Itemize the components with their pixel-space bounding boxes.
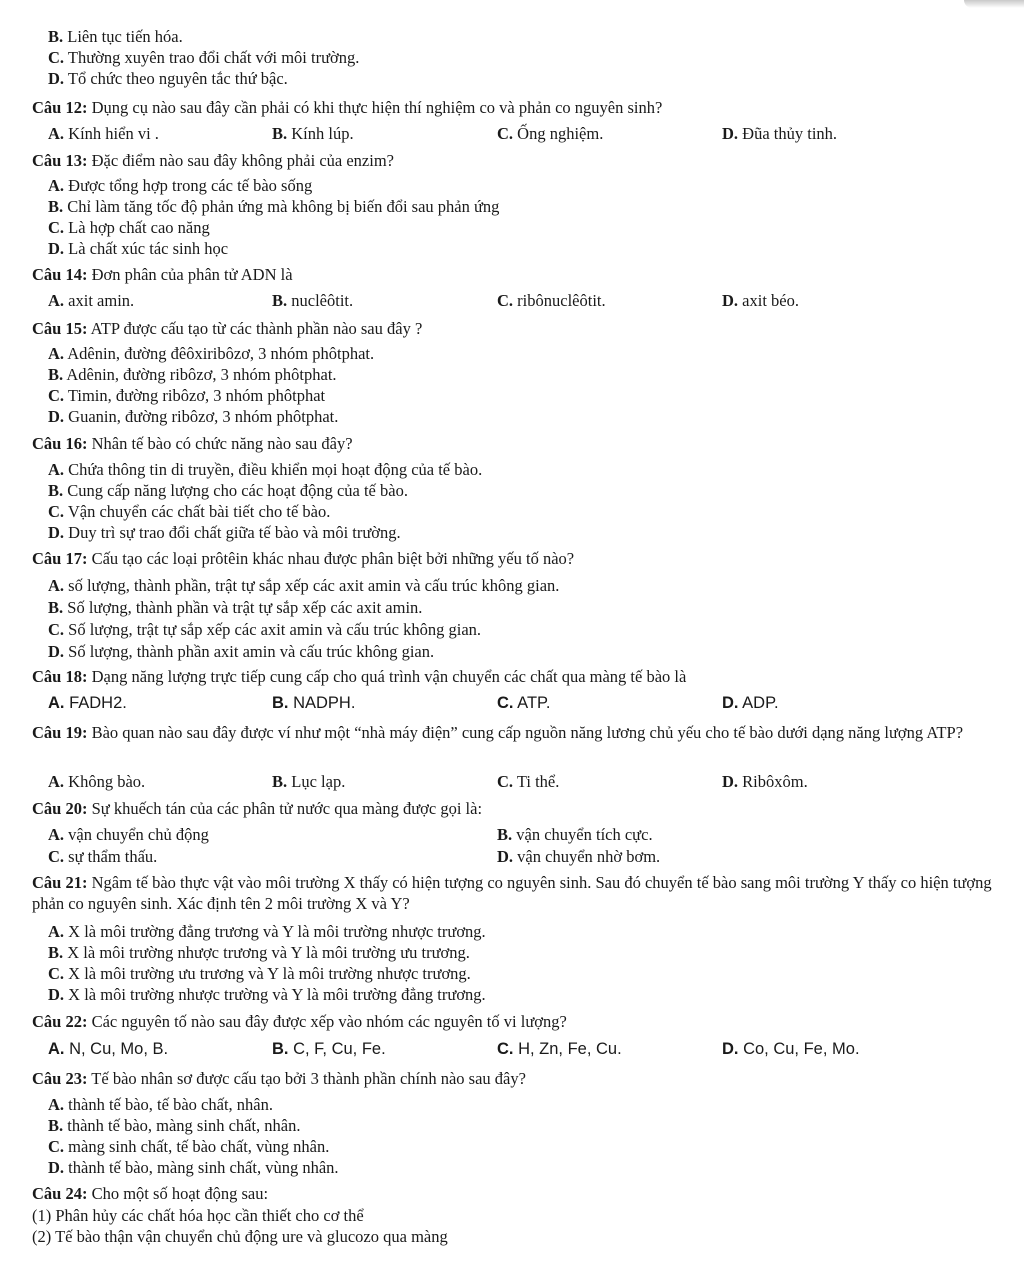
option-letter: A. — [48, 291, 65, 310]
option-letter: B. — [48, 27, 64, 46]
option-letter: C. — [497, 124, 514, 143]
answer-option — [48, 846, 157, 867]
option-text: X là môi trường đẳng trương và Y là môi trường nhược trương. — [64, 922, 486, 941]
question-text: Sự khuếch tán của các phân tử nước qua màng được gọi là: — [87, 799, 483, 818]
option-text: thành tế bào, màng sinh chất, nhân. — [63, 1116, 301, 1135]
question-text: Cho một số hoạt động sau: — [87, 1184, 269, 1203]
option-text: số lượng, thành phần, trật tự sắp xếp các axit amin và cấu trúc không gian. — [64, 576, 560, 595]
option-letter: A. — [48, 922, 65, 941]
answer-row — [0, 693, 1024, 714]
answer-row — [0, 846, 1024, 867]
question-line — [32, 1011, 567, 1032]
answer-option — [48, 238, 228, 259]
answer-option — [48, 343, 374, 364]
question-number: Câu 23: — [32, 1069, 88, 1088]
option-letter: B. — [272, 1040, 289, 1058]
question-number: Câu 17: — [32, 549, 88, 568]
answer-option — [48, 984, 486, 1005]
question-text: Ngâm tế bào thực vật vào môi trường X thấy có hiện tượng co nguyên sinh. Sau đó chuyển tế bào sang môi trường Y thấy co hiện tượng phản co nguyên sinh. Xác định tên 2 môi trường X và Y? — [32, 873, 992, 913]
answer-option — [48, 385, 325, 406]
option-text: Co, Cu, Fe, Mo. — [738, 1040, 860, 1058]
question-text: Đặc điểm nào sau đây không phải của enzim? — [87, 151, 394, 170]
answer-option — [48, 597, 422, 618]
option-text: X là môi trường ưu trương và Y là môi trường nhược trương. — [64, 964, 471, 983]
option-text: ATP. — [513, 694, 551, 712]
answer-option — [722, 123, 837, 144]
answer-option — [722, 290, 799, 311]
answer-option — [48, 175, 312, 196]
option-text: H, Zn, Fe, Cu. — [513, 1040, 622, 1058]
question-number: Câu 12: — [32, 98, 88, 117]
option-text: Là chất xúc tác sinh học — [64, 239, 229, 258]
answer-option — [497, 824, 653, 845]
option-text: Số lượng, trật tự sắp xếp các axit amin và cấu trúc không gian. — [64, 620, 482, 639]
option-text: Liên tục tiến hóa. — [63, 27, 183, 46]
answer-option — [272, 771, 345, 792]
option-letter: B. — [272, 694, 289, 712]
answer-option — [272, 123, 354, 144]
answer-option — [48, 771, 145, 792]
option-text: NADPH. — [288, 694, 356, 712]
option-letter: D. — [48, 523, 65, 542]
option-letter: B. — [272, 772, 288, 791]
option-text: Duy trì sự trao đổi chất giữa tế bào và môi trường. — [64, 523, 401, 542]
option-letter: A. — [48, 576, 65, 595]
answer-row — [0, 290, 1024, 311]
question-number: Câu 18: — [32, 667, 88, 686]
option-text: axit amin. — [64, 291, 135, 310]
answer-option — [48, 47, 359, 68]
option-letter: D. — [48, 407, 65, 426]
option-text: Kính lúp. — [287, 124, 354, 143]
question-line — [32, 1068, 526, 1089]
answer-option — [497, 1039, 622, 1060]
answer-option — [48, 1115, 301, 1136]
page-corner-shadow — [964, 0, 1024, 8]
option-letter: A. — [48, 1095, 65, 1114]
option-letter: B. — [48, 481, 64, 500]
option-text: Chứa thông tin di truyền, điều khiển mọi hoạt động của tế bào. — [64, 460, 483, 479]
option-text: C, F, Cu, Fe. — [288, 1040, 386, 1058]
option-letter: A. — [48, 694, 65, 712]
option-letter: D. — [48, 69, 65, 88]
question-number: Câu 13: — [32, 151, 88, 170]
option-letter: C. — [48, 620, 65, 639]
option-text: N, Cu, Mo, B. — [64, 1040, 169, 1058]
answer-option — [48, 480, 408, 501]
answer-option — [48, 217, 210, 238]
option-text: Adênin, đường ribôzơ, 3 nhóm phôtphat. — [63, 365, 337, 384]
option-letter: B. — [497, 825, 513, 844]
answer-option — [48, 921, 486, 942]
option-letter: D. — [48, 985, 65, 1004]
option-text: ribônuclêôtit. — [513, 291, 606, 310]
option-letter: D. — [722, 772, 739, 791]
option-letter: B. — [48, 197, 64, 216]
statement-item: (1) Phân hủy các chất hóa học cần thiết cho cơ thể — [32, 1206, 364, 1225]
option-text: nuclêôtit. — [287, 291, 354, 310]
option-letter: A. — [48, 460, 65, 479]
option-letter: B. — [48, 943, 64, 962]
option-text: Vận chuyển các chất bài tiết cho tế bào. — [64, 502, 331, 521]
answer-option — [722, 693, 779, 714]
option-letter: D. — [497, 847, 514, 866]
option-text: Số lượng, thành phần axit amin và cấu trúc không gian. — [64, 642, 435, 661]
question-text: Nhân tế bào có chức năng nào sau đây? — [87, 434, 353, 453]
option-text: Không bào. — [64, 772, 146, 791]
option-letter: C. — [48, 48, 65, 67]
question-line — [32, 872, 1007, 914]
answer-option — [48, 68, 288, 89]
question-number: Câu 21: — [32, 873, 88, 892]
question-line — [32, 150, 394, 171]
option-text: Là hợp chất cao năng — [64, 218, 210, 237]
option-text: FADH2. — [64, 694, 127, 712]
answer-option — [48, 522, 401, 543]
question-text: Bào quan nào sau đây được ví như một “nhà máy điện” cung cấp nguồn năng lương chủ yếu cho tế bào dưới dạng năng lượng ATP? — [87, 723, 964, 742]
option-text: ADP. — [738, 694, 779, 712]
answer-option — [48, 824, 209, 845]
question-text: Dụng cụ nào sau đây cần phải có khi thực hiện thí nghiệm co và phản co nguyên sinh? — [87, 98, 663, 117]
option-letter: D. — [722, 694, 739, 712]
statement-item: (2) Tế bào thận vận chuyển chủ động ure và glucozo qua màng — [32, 1227, 448, 1246]
option-letter: B. — [272, 291, 288, 310]
option-text: vận chuyển tích cực. — [512, 825, 653, 844]
question-number: Câu 24: — [32, 1184, 88, 1203]
question-text: Các nguyên tố nào sau đây được xếp vào nhóm các nguyên tố vi lượng? — [87, 1012, 567, 1031]
option-letter: C. — [497, 291, 514, 310]
option-letter: C. — [48, 218, 65, 237]
option-text: Thường xuyên trao đổi chất với môi trường. — [64, 48, 360, 67]
option-text: màng sinh chất, tế bào chất, vùng nhân. — [64, 1137, 330, 1156]
answer-option — [48, 26, 183, 47]
question-number: Câu 22: — [32, 1012, 88, 1031]
question-line — [32, 666, 686, 687]
question-line — [32, 97, 662, 118]
answer-option — [48, 123, 159, 144]
option-text: Cung cấp năng lượng cho các hoạt động của tế bào. — [63, 481, 408, 500]
option-text: vận chuyển chủ động — [64, 825, 209, 844]
option-text: Chỉ làm tăng tốc độ phản ứng mà không bị biến đổi sau phản ứng — [63, 197, 500, 216]
option-letter: A. — [48, 825, 65, 844]
answer-option — [48, 1157, 339, 1178]
question-text: Đơn phân của phân tử ADN là — [87, 265, 293, 284]
answer-option — [272, 693, 355, 714]
answer-option — [48, 459, 482, 480]
option-letter: A. — [48, 772, 65, 791]
answer-option — [497, 693, 551, 714]
question-line — [32, 798, 482, 819]
option-letter: A. — [48, 176, 65, 195]
answer-row — [0, 824, 1024, 845]
answer-option — [48, 641, 434, 662]
option-letter: C. — [48, 502, 65, 521]
answer-option — [48, 501, 330, 522]
question-line — [32, 264, 293, 285]
answer-option — [722, 1039, 860, 1060]
option-text: Timin, đường ribôzơ, 3 nhóm phôtphat — [64, 386, 326, 405]
question-line — [32, 433, 353, 454]
option-text: Kính hiển vi . — [64, 124, 159, 143]
option-letter: B. — [48, 598, 64, 617]
answer-option — [497, 290, 606, 311]
question-number: Câu 14: — [32, 265, 88, 284]
option-letter: D. — [722, 291, 739, 310]
option-text: sự thẩm thấu. — [64, 847, 158, 866]
option-letter: A. — [48, 1040, 65, 1058]
question-line — [32, 722, 1007, 743]
option-letter: C. — [497, 772, 514, 791]
answer-option — [48, 290, 134, 311]
answer-option — [48, 1094, 273, 1115]
option-text: Ribôxôm. — [738, 772, 808, 791]
option-text: Adênin, đường đêôxiribôzơ, 3 nhóm phôtphat. — [64, 344, 375, 363]
option-letter: C. — [48, 964, 65, 983]
answer-option — [48, 406, 338, 427]
answer-option — [497, 846, 660, 867]
option-text: Ti thể. — [513, 772, 560, 791]
option-text: Được tổng hợp trong các tế bào sống — [64, 176, 313, 195]
question-line — [32, 318, 422, 339]
question-text: Dạng năng lượng trực tiếp cung cấp cho quá trình vận chuyển các chất qua màng tế bào là — [87, 667, 687, 686]
question-number: Câu 19: — [32, 723, 88, 742]
option-letter: C. — [48, 386, 65, 405]
answer-option — [497, 123, 603, 144]
question-line — [32, 1183, 268, 1204]
option-text: axit béo. — [738, 291, 799, 310]
option-letter: B. — [48, 1116, 64, 1135]
answer-option — [48, 196, 499, 217]
option-letter: D. — [722, 1040, 739, 1058]
answer-option — [722, 771, 808, 792]
option-text: thành tế bào, tế bào chất, nhân. — [64, 1095, 273, 1114]
answer-option — [48, 942, 470, 963]
question-number: Câu 20: — [32, 799, 88, 818]
option-letter: D. — [48, 239, 65, 258]
answer-option — [48, 1039, 168, 1060]
answer-option — [48, 1136, 329, 1157]
option-letter: C. — [48, 847, 65, 866]
question-text: ATP được cấu tạo từ các thành phần nào sau đây ? — [87, 319, 423, 338]
option-letter: D. — [48, 1158, 65, 1177]
option-text: X là môi trường nhược trường và Y là môi trường đẳng trương. — [64, 985, 486, 1004]
option-text: X là môi trường nhược trương và Y là môi trường ưu trương. — [63, 943, 470, 962]
option-text: Ống nghiệm. — [513, 124, 604, 143]
option-text: Guanin, đường ribôzơ, 3 nhóm phôtphat. — [64, 407, 339, 426]
answer-option — [48, 364, 337, 385]
option-text: Lục lạp. — [287, 772, 346, 791]
option-text: thành tế bào, màng sinh chất, vùng nhân. — [64, 1158, 339, 1177]
answer-option — [48, 619, 481, 640]
option-letter: B. — [48, 365, 64, 384]
option-text: vận chuyển nhờ bơm. — [513, 847, 661, 866]
answer-option — [48, 575, 559, 596]
option-letter: A. — [48, 124, 65, 143]
answer-row — [0, 771, 1024, 792]
question-line — [32, 548, 574, 569]
option-letter: B. — [272, 124, 288, 143]
option-letter: D. — [48, 642, 65, 661]
option-text: Tổ chức theo nguyên tắc thứ bậc. — [64, 69, 288, 88]
answer-option — [272, 290, 353, 311]
option-letter: D. — [722, 124, 739, 143]
option-text: Đũa thủy tinh. — [738, 124, 838, 143]
option-letter: C. — [497, 694, 514, 712]
question-text: Cấu tạo các loại prôtêin khác nhau được phân biệt bởi những yếu tố nào? — [87, 549, 575, 568]
answer-option — [48, 693, 127, 714]
option-text: Số lượng, thành phần và trật tự sắp xếp các axit amin. — [63, 598, 423, 617]
answer-row — [0, 1039, 1024, 1060]
question-text: Tế bào nhân sơ được cấu tạo bởi 3 thành phần chính nào sau đây? — [87, 1069, 526, 1088]
option-letter: A. — [48, 344, 65, 363]
answer-option — [48, 963, 471, 984]
answer-option — [497, 771, 559, 792]
question-number: Câu 16: — [32, 434, 88, 453]
option-letter: C. — [497, 1040, 514, 1058]
answer-row — [0, 123, 1024, 144]
option-letter: C. — [48, 1137, 65, 1156]
answer-option — [272, 1039, 386, 1060]
question-number: Câu 15: — [32, 319, 88, 338]
